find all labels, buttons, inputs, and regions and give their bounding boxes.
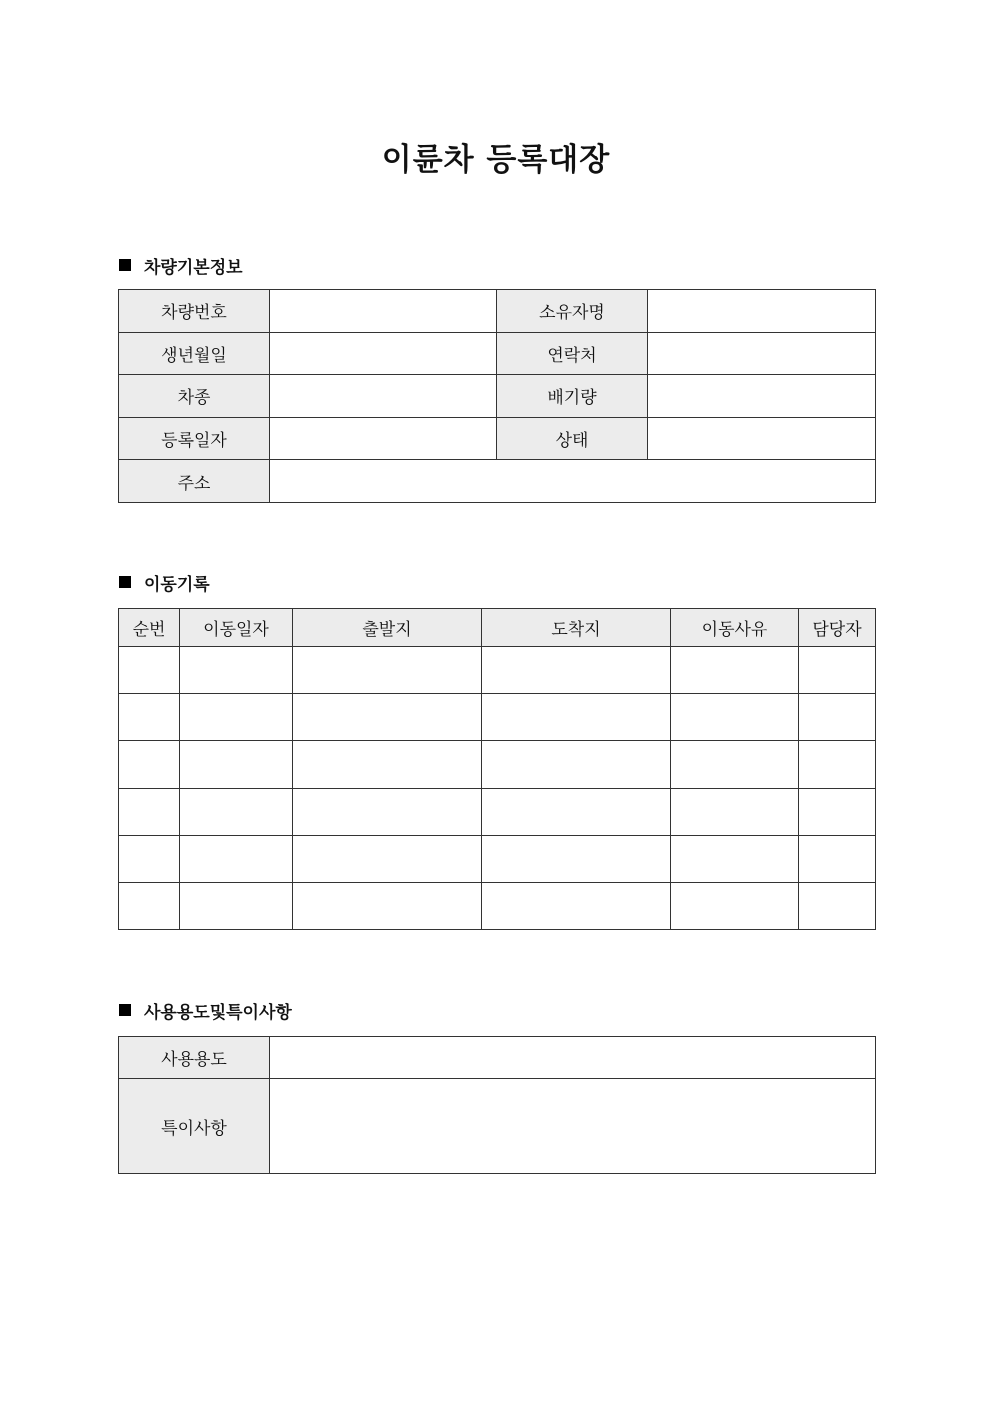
manager-cell[interactable] bbox=[799, 882, 876, 929]
table-row bbox=[119, 694, 876, 741]
purpose-field[interactable] bbox=[270, 1037, 876, 1079]
move-date-cell[interactable] bbox=[180, 788, 293, 835]
section-heading-label: 이동기록 bbox=[144, 574, 210, 595]
departure-cell[interactable] bbox=[293, 788, 482, 835]
address-field[interactable] bbox=[270, 460, 876, 503]
manager-cell[interactable] bbox=[799, 835, 876, 882]
owner-name-label: 소유자명 bbox=[497, 290, 648, 333]
page-title: 이륜차 등록대장 bbox=[381, 142, 611, 178]
move-date-cell[interactable] bbox=[180, 694, 293, 741]
status-label: 상태 bbox=[497, 417, 648, 460]
table-row bbox=[119, 647, 876, 694]
departure-cell[interactable] bbox=[293, 835, 482, 882]
contact-label: 연락처 bbox=[497, 332, 648, 375]
vehicle-type-field[interactable] bbox=[270, 375, 497, 418]
displacement-label: 배기량 bbox=[497, 375, 648, 418]
destination-cell[interactable] bbox=[482, 741, 671, 788]
square-bullet-icon bbox=[119, 576, 131, 588]
table-row bbox=[119, 290, 876, 333]
movement-records-table bbox=[118, 608, 876, 930]
owner-name-field[interactable] bbox=[648, 290, 876, 333]
move-reason-cell[interactable] bbox=[671, 647, 799, 694]
sequence-cell[interactable] bbox=[119, 694, 180, 741]
departure-cell[interactable] bbox=[293, 694, 482, 741]
table-row bbox=[119, 332, 876, 375]
table-row bbox=[119, 741, 876, 788]
remarks-label: 특이사항 bbox=[119, 1079, 270, 1174]
section-heading-basic-info bbox=[119, 253, 243, 277]
move-date-cell[interactable] bbox=[180, 647, 293, 694]
move-date-cell[interactable] bbox=[180, 741, 293, 788]
column-header-manager: 담당자 bbox=[799, 609, 876, 647]
sequence-cell[interactable] bbox=[119, 647, 180, 694]
destination-cell[interactable] bbox=[482, 882, 671, 929]
sequence-cell[interactable] bbox=[119, 882, 180, 929]
sequence-cell[interactable] bbox=[119, 835, 180, 882]
move-date-cell[interactable] bbox=[180, 835, 293, 882]
basic-info-table bbox=[118, 289, 876, 503]
section-heading-usage-remarks bbox=[119, 998, 292, 1022]
sequence-cell[interactable] bbox=[119, 788, 180, 835]
manager-cell[interactable] bbox=[799, 741, 876, 788]
move-reason-cell[interactable] bbox=[671, 882, 799, 929]
movement-records-body bbox=[119, 647, 876, 930]
move-reason-cell[interactable] bbox=[671, 835, 799, 882]
column-header-departure: 출발지 bbox=[293, 609, 482, 647]
table-row bbox=[119, 788, 876, 835]
birth-date-label: 생년월일 bbox=[119, 332, 270, 375]
section-heading-label: 차량기본정보 bbox=[144, 257, 243, 278]
purpose-label: 사용용도 bbox=[119, 1037, 270, 1079]
column-header-move-date: 이동일자 bbox=[180, 609, 293, 647]
column-header-destination: 도착지 bbox=[482, 609, 671, 647]
contact-field[interactable] bbox=[648, 332, 876, 375]
table-row bbox=[119, 417, 876, 460]
move-reason-cell[interactable] bbox=[671, 788, 799, 835]
table-header-row bbox=[119, 609, 876, 647]
table-row bbox=[119, 460, 876, 503]
remarks-field[interactable] bbox=[270, 1079, 876, 1174]
table-row bbox=[119, 1079, 876, 1174]
registration-date-label: 등록일자 bbox=[119, 417, 270, 460]
usage-remarks-table bbox=[118, 1036, 876, 1174]
table-row bbox=[119, 835, 876, 882]
column-header-sequence: 순번 bbox=[119, 609, 180, 647]
departure-cell[interactable] bbox=[293, 647, 482, 694]
move-reason-cell[interactable] bbox=[671, 694, 799, 741]
departure-cell[interactable] bbox=[293, 741, 482, 788]
sequence-cell[interactable] bbox=[119, 741, 180, 788]
vehicle-number-field[interactable] bbox=[270, 290, 497, 333]
address-label: 주소 bbox=[119, 460, 270, 503]
column-header-move-reason: 이동사유 bbox=[671, 609, 799, 647]
table-row bbox=[119, 375, 876, 418]
registration-date-field[interactable] bbox=[270, 417, 497, 460]
table-row bbox=[119, 1037, 876, 1079]
manager-cell[interactable] bbox=[799, 694, 876, 741]
destination-cell[interactable] bbox=[482, 694, 671, 741]
birth-date-field[interactable] bbox=[270, 332, 497, 375]
square-bullet-icon bbox=[119, 1004, 131, 1016]
manager-cell[interactable] bbox=[799, 647, 876, 694]
square-bullet-icon bbox=[119, 259, 131, 271]
departure-cell[interactable] bbox=[293, 882, 482, 929]
destination-cell[interactable] bbox=[482, 788, 671, 835]
displacement-field[interactable] bbox=[648, 375, 876, 418]
destination-cell[interactable] bbox=[482, 647, 671, 694]
destination-cell[interactable] bbox=[482, 835, 671, 882]
table-row bbox=[119, 882, 876, 929]
section-heading-label: 사용용도및특이사항 bbox=[144, 1002, 292, 1023]
section-heading-movement-records bbox=[119, 570, 210, 594]
vehicle-number-label: 차량번호 bbox=[119, 290, 270, 333]
vehicle-type-label: 차종 bbox=[119, 375, 270, 418]
status-field[interactable] bbox=[648, 417, 876, 460]
move-date-cell[interactable] bbox=[180, 882, 293, 929]
manager-cell[interactable] bbox=[799, 788, 876, 835]
move-reason-cell[interactable] bbox=[671, 741, 799, 788]
